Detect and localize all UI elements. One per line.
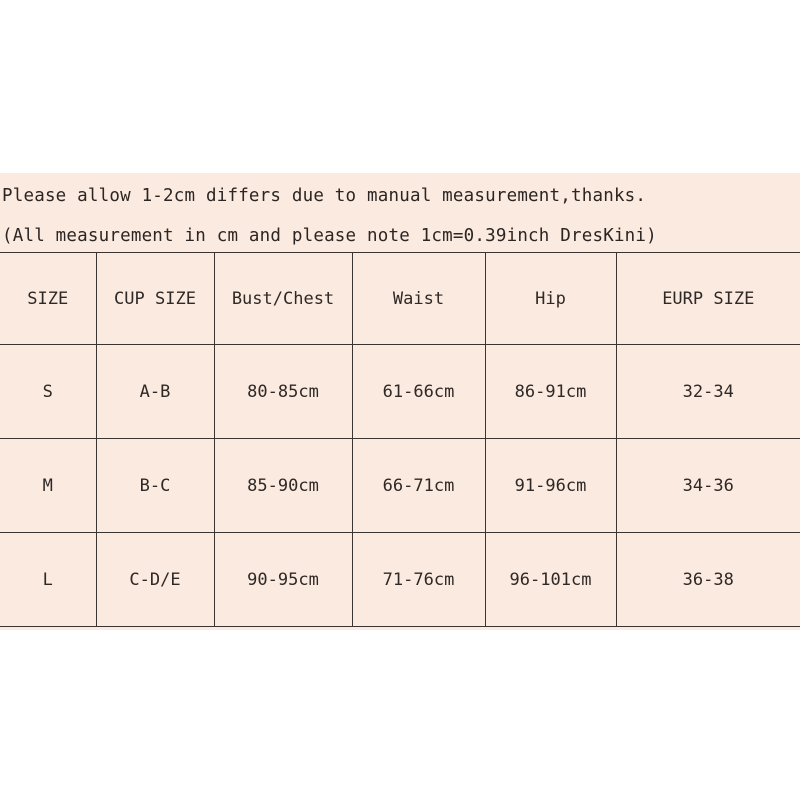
cell-bust-chest: 85-90cm xyxy=(214,439,352,533)
header-eurp-size: EURP SIZE xyxy=(616,253,800,345)
cell-bust-chest: 90-95cm xyxy=(214,533,352,627)
cell-cup-size: B-C xyxy=(96,439,214,533)
header-bust-chest: Bust/Chest xyxy=(214,253,352,345)
cell-waist: 61-66cm xyxy=(352,345,485,439)
cell-eurp-size: 32-34 xyxy=(616,345,800,439)
unit-note: (All measurement in cm and please note 1cm=0.39inch DresKini) xyxy=(2,226,657,246)
cell-size: S xyxy=(0,345,96,439)
cell-hip: 91-96cm xyxy=(485,439,616,533)
cell-size: M xyxy=(0,439,96,533)
table-row xyxy=(0,533,800,627)
table-row xyxy=(0,345,800,439)
table-header-row xyxy=(0,253,800,345)
cell-waist: 66-71cm xyxy=(352,439,485,533)
cell-cup-size: C-D/E xyxy=(96,533,214,627)
cell-eurp-size: 34-36 xyxy=(616,439,800,533)
header-size: SIZE xyxy=(0,253,96,345)
header-waist: Waist xyxy=(352,253,485,345)
cell-hip: 86-91cm xyxy=(485,345,616,439)
cell-eurp-size: 36-38 xyxy=(616,533,800,627)
cell-bust-chest: 80-85cm xyxy=(214,345,352,439)
cell-hip: 96-101cm xyxy=(485,533,616,627)
header-hip: Hip xyxy=(485,253,616,345)
cell-size: L xyxy=(0,533,96,627)
header-cup-size: CUP SIZE xyxy=(96,253,214,345)
size-chart-table xyxy=(0,252,800,627)
cell-cup-size: A-B xyxy=(96,345,214,439)
table-row xyxy=(0,439,800,533)
cell-waist: 71-76cm xyxy=(352,533,485,627)
measurement-note: Please allow 1-2cm differs due to manual measurement,thanks. xyxy=(2,186,647,206)
